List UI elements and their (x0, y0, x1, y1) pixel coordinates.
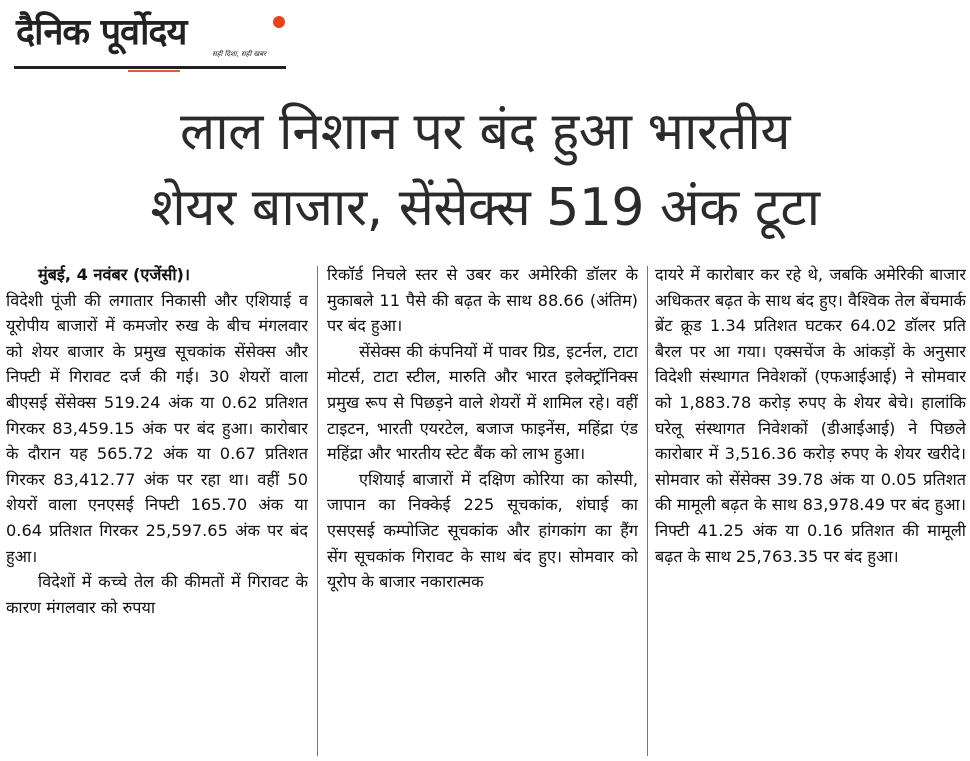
dateline-text: मुंबई, 4 नवंबर (एजेंसी)। (38, 265, 191, 284)
masthead-rule (14, 66, 286, 69)
newspaper-logo: दैनिक पूर्वोदय (16, 12, 187, 53)
article-column-3 (655, 262, 966, 761)
article-column-2 (327, 262, 638, 761)
logo-dot-icon (273, 16, 285, 28)
headline (0, 94, 970, 246)
column-divider (317, 266, 318, 756)
headline-line-1: लाल निशान पर बंद हुआ भारतीय (179, 102, 791, 162)
paragraph: विदेशों में कच्चे तेल की कीमतों में गिरावट के कारण मंगलवार को रुपया (6, 572, 308, 617)
paragraph: सेंसेक्स की कंपनियों में पावर ग्रिड, इटर्नल, टाटा मोटर्स, टाटा स्टील, मारुति और भारत इलेक्ट्रॉनिक्स प्रमुख रूप से पिछड़ने वाले शेयरों में शामिल रहे। वहीं टाइटन, भारती एयरटेल, बजाज फाइनेंस, महिंद्रा एंड महिंद्रा और भारतीय स्टेट बैंक को लाभ हुआ। (327, 341, 638, 464)
headline-line-2: शेयर बाजार, सेंसेक्स 519 अंक टूटा (150, 178, 820, 238)
column-divider (647, 266, 648, 756)
tagline: सही दिशा, सही खबर (212, 50, 267, 58)
article-column-1 (6, 262, 308, 761)
paragraph: विदेशी पूंजी की लगातार निकासी और एशियाई व यूरोपीय बाजारों में कमजोर रुख के बीच मंगलवार को शेयर बाजार के प्रमुख सूचकांक सेंसेक्स और निफ्टी में गिरावट दर्ज की गई। 30 शेयरों वाला बीएसई सेंसेक्स 519.24 अंक या 0.62 प्रतिशत गिरकर 83,459.15 अंक पर बंद हुआ। कारोबार के दौरान यह 565.72 अंक या 0.67 प्रतिशत गिरकर 83,412.77 अंक पर रहा था। वहीं 50 शेयरों वाला एनएसई निफ्टी 165.70 अंक या 0.64 प्रतिशत गिरकर 25,597.65 अंक पर बंद हुआ। (6, 290, 308, 566)
paragraph: रिकॉर्ड निचले स्तर से उबर कर अमेरिकी डॉलर के मुकाबले 11 पैसे की बढ़त के साथ 88.66 (अंतिम) पर बंद हुआ। (327, 265, 638, 336)
masthead (14, 4, 286, 74)
dateline (6, 262, 308, 288)
paragraph: दायरे में कारोबार कर रहे थे, जबकि अमेरिकी बाजार अधिकतर बढ़त के साथ बंद हुए। वैश्विक तेल बेंचमार्क ब्रेंट क्रूड 1.34 प्रतिशत घटकर 64.02 डॉलर प्रति बैरल पर आ गया। एक्सचेंज के आंकड़ों के अनुसार विदेशी संस्थागत निवेशकों (एफआईआई) ने सोमवार को 1,883.78 करोड़ रुपए के शेयर बेचे। हालांकि घरेलू संस्थागत निवेशकों (डीआईआई) ने पिछले कारोबार में 3,516.36 करोड़ रुपए के शेयर खरीदे। सोमवार को सेंसेक्स 39.78 अंक या 0.05 प्रतिशत की मामूली बढ़त के साथ 83,978.49 पर बंद हुआ। निफ्टी 41.25 अंक या 0.16 प्रतिशत की मामूली बढ़त के साथ 25,763.35 पर बंद हुआ। (655, 265, 966, 566)
paragraph: एशियाई बाजारों में दक्षिण कोरिया का कोस्पी, जापान का निक्केई 225 सूचकांक, शंघाई का एसएसई कम्पोजिट सूचकांक और हांगकांग का हैंग सेंग सूचकांक गिरावट के साथ बंद हुए। सोमवार को यूरोप के बाजार नकारात्मक (327, 469, 638, 592)
masthead-accent-rule (128, 70, 180, 72)
